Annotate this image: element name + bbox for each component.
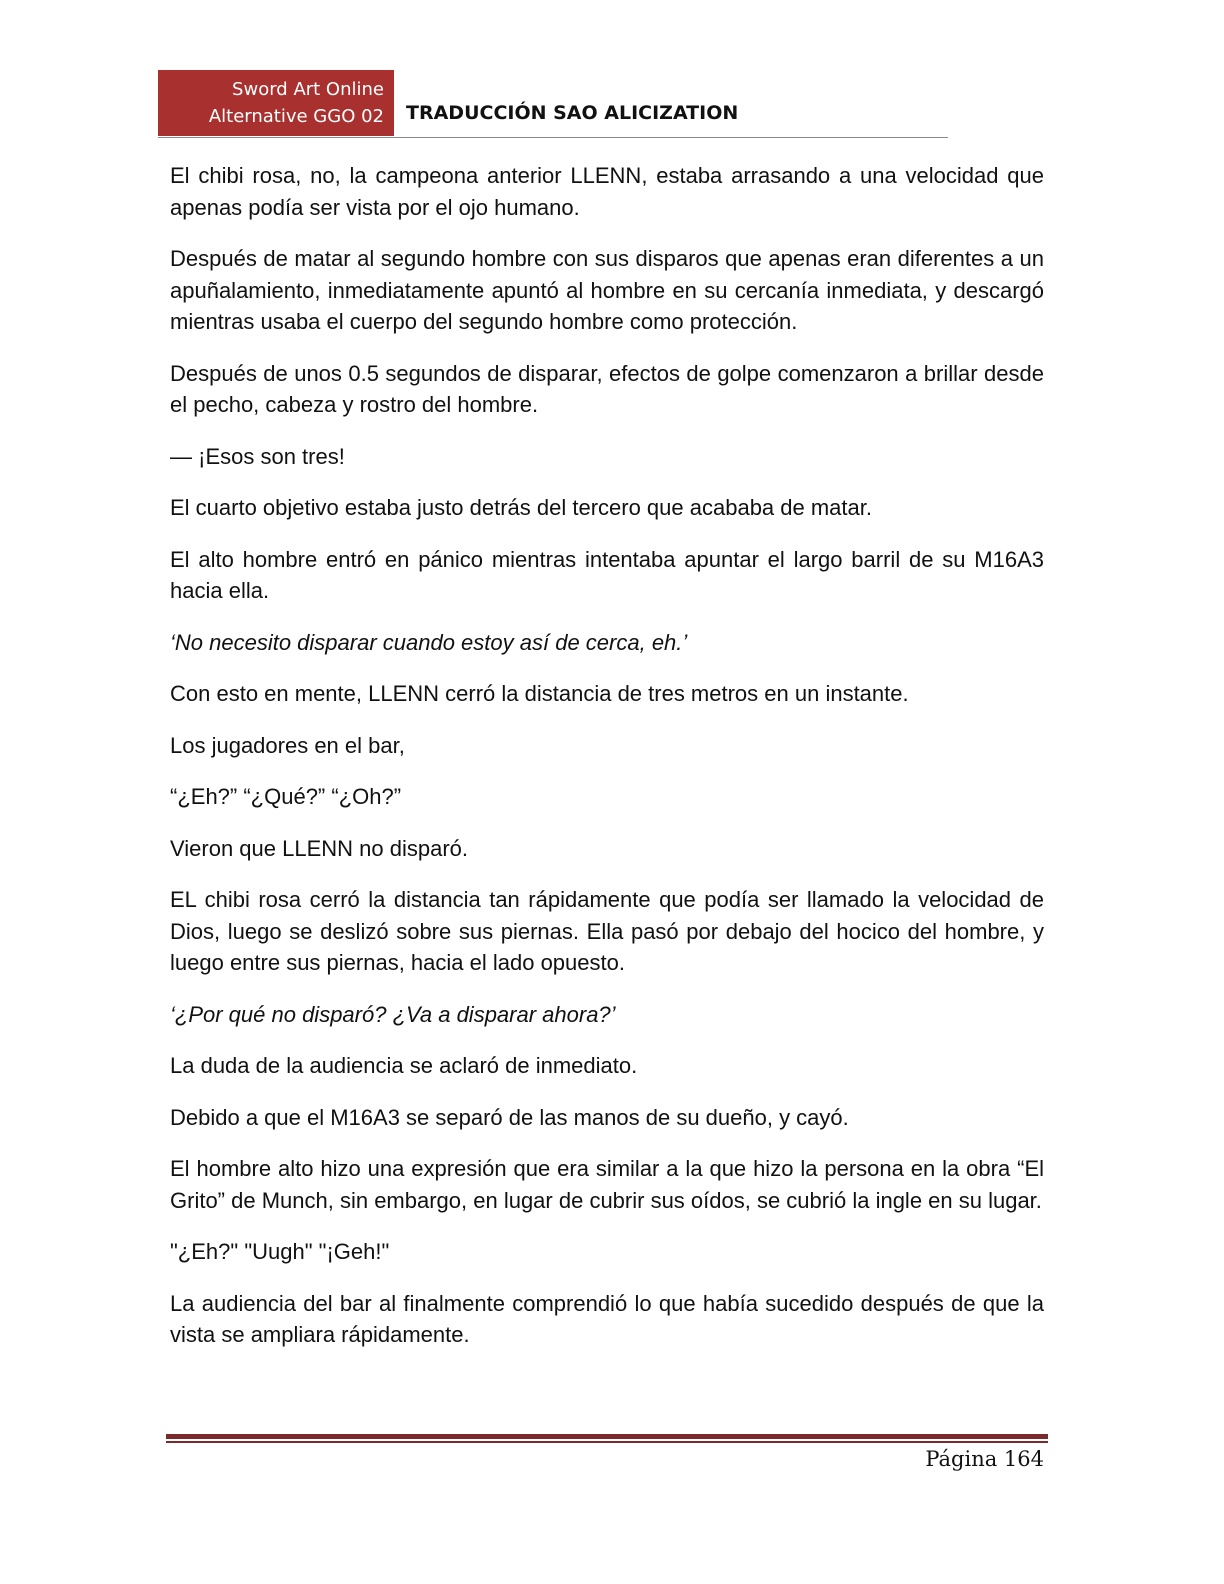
paragraph: ‘¿Por qué no disparó? ¿Va a disparar ahora?’ bbox=[170, 1001, 616, 1027]
paragraph: Con esto en mente, LLENN cerró la distancia de tres metros en un instante. bbox=[170, 681, 909, 706]
paragraph: "¿Eh?" "Uugh" "¡Geh!" bbox=[170, 1239, 390, 1264]
paragraph: El chibi rosa, no, la campeona anterior LLENN, estaba arrasando a una velocidad que apenas podía ser vista por el ojo humano. bbox=[170, 163, 1044, 220]
paragraph: El hombre alto hizo una expresión que era similar a la que hizo la persona en la obra “El Grito” de Munch, sin embargo, en lugar de cubrir sus oídos, se cubrió la ingle en su lugar. bbox=[170, 1156, 1044, 1213]
paragraph: La audiencia del bar al finalmente comprendió lo que había sucedido después de que la vista se ampliara rápidamente. bbox=[170, 1290, 1044, 1347]
paragraph: Debido a que el M16A3 se separó de las manos de su dueño, y cayó. bbox=[170, 1104, 849, 1130]
series-label-box bbox=[158, 70, 394, 136]
header-divider bbox=[158, 137, 948, 138]
paragraph: — ¡Esos son tres! bbox=[170, 443, 345, 469]
paragraph: El alto hombre entró en pánico mientras intentaba apuntar el largo barril de su M16A3 hacia ella. bbox=[170, 546, 1044, 603]
page-number: Página 164 bbox=[925, 1447, 1044, 1471]
page-header bbox=[158, 70, 948, 138]
footer-divider-thin bbox=[166, 1441, 1048, 1443]
body-text bbox=[170, 160, 1044, 1371]
paragraph: Vieron que LLENN no disparó. bbox=[170, 835, 469, 861]
paragraph: El cuarto objetivo estaba justo detrás del tercero que acababa de matar. bbox=[170, 495, 872, 520]
paragraph: “¿Eh?” “¿Qué?” “¿Oh?” bbox=[170, 784, 402, 809]
paragraph: Después de unos 0.5 segundos de disparar, efectos de golpe comenzaron a brillar desde el pecho, cabeza y rostro del hombre. bbox=[170, 360, 1044, 417]
paragraph: La duda de la audiencia se aclaró de inmediato. bbox=[170, 1053, 638, 1078]
paragraph: Después de matar al segundo hombre con sus disparos que apenas eran diferentes a un apuñalamiento, inmediatamente apuntó al hombre en su cercanía inmediata, y descargó mientras usaba el cuerpo del segundo hombre como protección. bbox=[170, 246, 1044, 334]
paragraph: ‘No necesito disparar cuando estoy así de cerca, eh.’ bbox=[170, 629, 688, 655]
series-title-line2: Alternative GGO 02 bbox=[208, 106, 384, 127]
footer-divider-thick bbox=[166, 1434, 1048, 1439]
document-title: TRADUCCIÓN SAO ALICIZATION bbox=[406, 102, 739, 124]
series-title-line1: Sword Art Online bbox=[232, 79, 384, 100]
paragraph: Los jugadores en el bar, bbox=[170, 732, 405, 758]
paragraph: EL chibi rosa cerró la distancia tan rápidamente que podía ser llamado la velocidad de Dios, luego se deslizó sobre sus piernas. Ella pasó por debajo del hocico del hombre, y luego entre sus piernas, hacia el lado opuesto. bbox=[170, 887, 1044, 975]
